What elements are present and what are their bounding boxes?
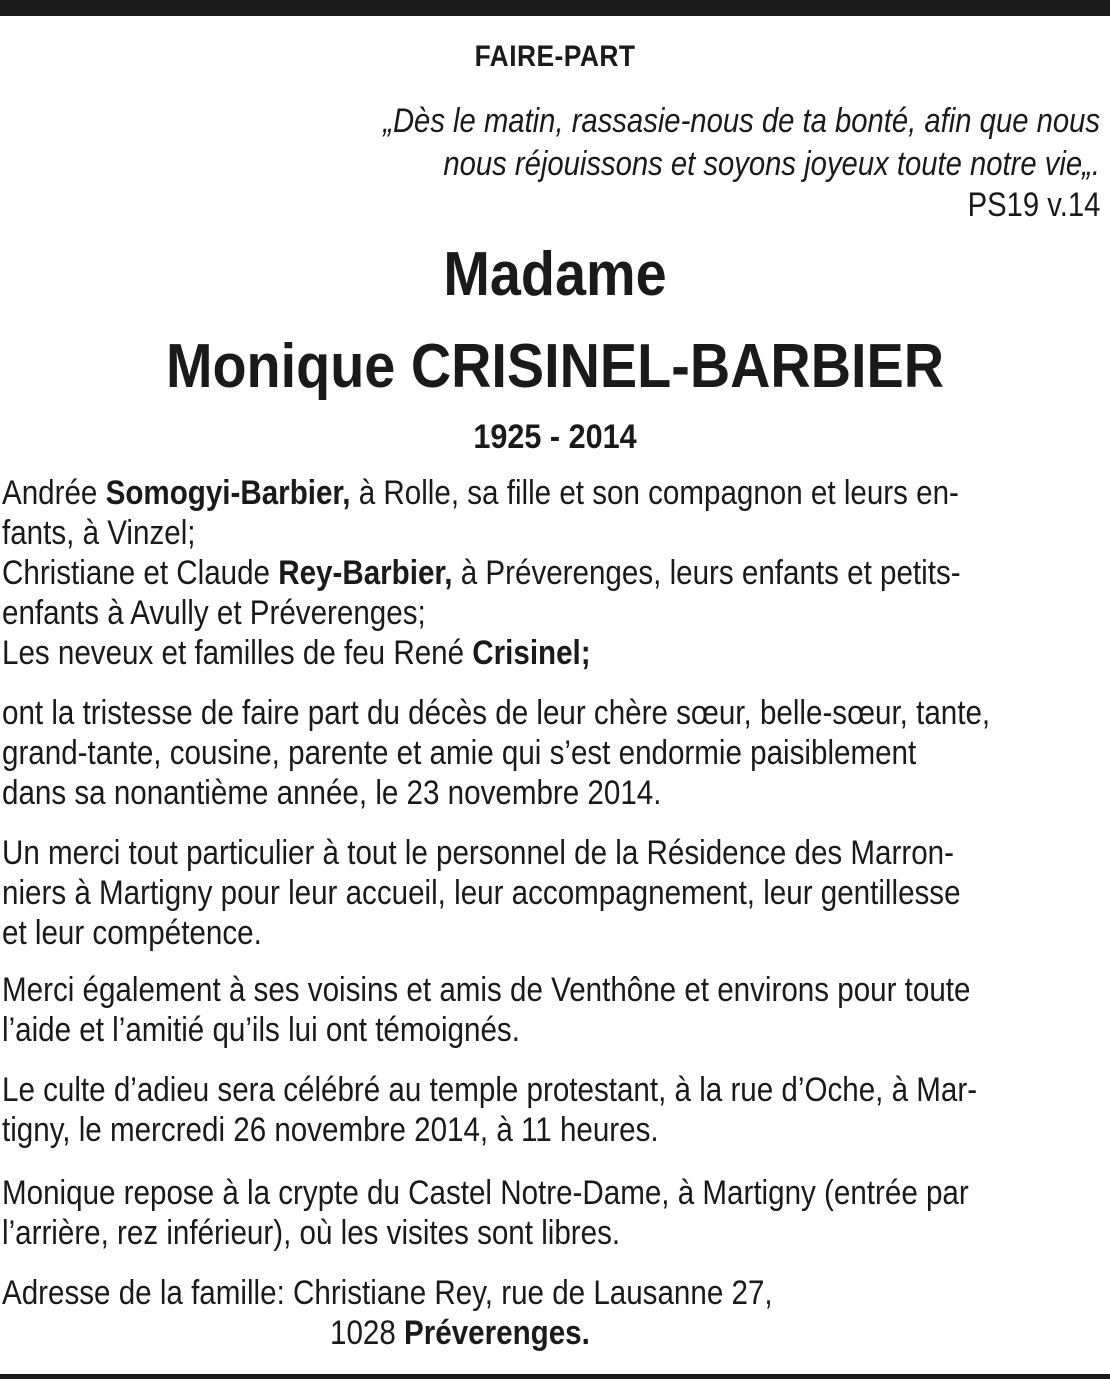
family-line: Les neveux et familles de feu René Crisinel; — [2, 634, 591, 672]
bible-verse — [326, 100, 1100, 186]
life-years: 1925 - 2014 — [473, 418, 637, 456]
family-line: Andrée Somogyi-Barbier, à Rolle, sa fille et son compagnon et leurs en- — [2, 474, 959, 512]
bottom-rule — [0, 1374, 1110, 1379]
address-town: Préverenges. — [404, 1314, 590, 1352]
funeral-service-paragraph: Le culte d’adieu sera célébré au temple protestant, à la rue d’Oche, à Mar- tigny, le mercredi 26 novembre 2014, à 11 heures. — [2, 1071, 978, 1149]
verse-reference: PS19 v.14 — [967, 186, 1100, 224]
neighbours-thanks-paragraph: Merci également à ses voisins et amis de Venthône et environs pour toute l’aide et l’amitié qu’ils lui ont témoignés. — [2, 971, 971, 1049]
family-list — [2, 473, 1098, 673]
family-surname: Crisinel; — [472, 634, 591, 672]
family-address: Adresse de la famille: Christiane Rey, rue de Lausanne 27, 1028 Préverenges. — [2, 1274, 773, 1352]
repose-paragraph: Monique repose à la crypte du Castel Notre-Dame, à Martigny (entrée par l’arrière, rez inférieur), où les visites sont libres. — [2, 1174, 969, 1252]
verse-line-1: „Dès le matin, rassasie-nous de ta bonté, afin que nous — [383, 102, 1100, 140]
residence-thanks-paragraph: Un merci tout particulier à tout le personnel de la Résidence des Marron- niers à Martigny pour leur accueil, leur accompagnement, leur gentillesse et leur compétence. — [2, 834, 961, 952]
family-line: fants, à Vinzel; — [2, 514, 196, 552]
family-surname: Rey-Barbier, — [278, 554, 453, 592]
notice-header: FAIRE-PART — [474, 40, 636, 73]
family-surname: Somogyi-Barbier, — [105, 474, 351, 512]
verse-line-2: nous réjouissons et soyons joyeux toute notre vie„. — [443, 145, 1100, 183]
deceased-name: Monique CRISINEL-BARBIER — [165, 332, 945, 401]
top-rule — [0, 0, 1110, 16]
family-line: Christiane et Claude Rey-Barbier, à Préverenges, leurs enfants et petits- — [2, 554, 961, 592]
announcement-paragraph: ont la tristesse de faire part du décès de leur chère sœur, belle-sœur, tante, grand-tante, cousine, parente et amie qui s’est endormie paisiblement dans sa nonantième année, le 23 novembre 2014. — [2, 694, 991, 812]
family-line: enfants à Avully et Préverenges; — [2, 594, 426, 632]
deceased-honorific: Madame — [443, 240, 667, 309]
